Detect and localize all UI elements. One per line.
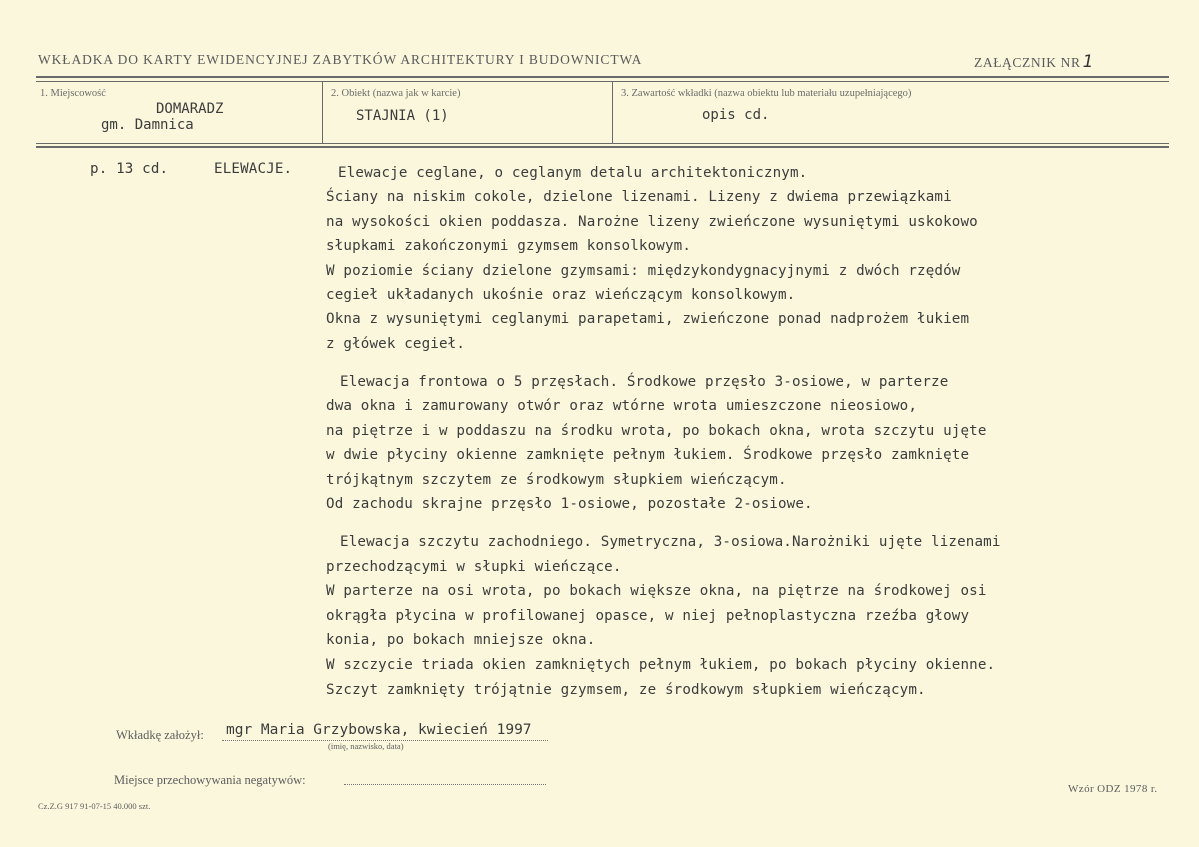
negatives-label: Miejsce przechowywania negatywów: [114, 773, 306, 787]
author-value: mgr Maria Grzybowska, kwiecień 1997 [226, 722, 532, 738]
annex-label [974, 52, 1094, 72]
paragraph-line: z główek cegieł. [326, 335, 466, 352]
paragraph-line: konia, po bokach mniejsze okna. [326, 632, 596, 649]
annex-label-text: ZAŁĄCZNIK NR [974, 55, 1081, 70]
paragraph-line: okrągła płycina w profilowanej opasce, w niej pełnoplastyczna rzeźba głowy [326, 607, 970, 624]
paragraph-line: dwa okna i zamurowany otwór oraz wtórne wrota umieszczone nieosiowo, [326, 398, 918, 415]
paragraph-line: Szczyt zamknięty trójątnie gzymsem, ze środkowym słupkiem wieńczącym. [326, 681, 926, 698]
page-reference: p. 13 cd. [90, 161, 169, 177]
paragraph-line: cegieł układanych ukośnie oraz wieńczącym konsolkowym. [326, 287, 796, 304]
form-code: Wzór ODZ 1978 r. [1068, 783, 1158, 795]
paragraph-line: Ściany na niskim cokole, dzielone lizenami. Lizeny z dwiema przewiązkami [326, 189, 952, 206]
location-name: DOMARADZ [156, 101, 224, 117]
header-rule-thick [36, 76, 1169, 78]
paragraph-line: W parterze na osi wrota, po bokach większe okna, na piętrze na środkowej osi [326, 583, 987, 600]
print-code: Cz.Z.G 917 91-07-15 40.000 szt. [38, 801, 151, 811]
field-divider-2 [612, 82, 613, 144]
paragraph-3 [326, 530, 1001, 702]
paragraph-line: Od zachodu skrajne przęsło 1-osiowe, pozostałe 2-osiowe. [326, 496, 813, 513]
content-label: 3. Zawartość wkładki (nazwa obiektu lub materiału uzupełniającego) [621, 88, 912, 99]
paragraph-line: na piętrze i w poddaszu na środku wrota, po bokach okna, wrota szczytu ujęte [326, 422, 987, 439]
paragraph-line: na wysokości okien poddasza. Narożne lizeny zwieńczone wysuniętymi uskokowo [326, 213, 978, 230]
paragraph-line: Elewacja frontowa o 5 przęsłach. Środkowe przęsło 3-osiowe, w parterze [340, 374, 949, 390]
paragraph-line: słupkami zakończonymi gzymsem konsolkowym. [326, 238, 692, 255]
author-label: Wkładkę założył: [116, 728, 204, 742]
paragraph-line: Okna z wysuniętymi ceglanymi parapetami, zwieńczone ponad nadprożem łukiem [326, 311, 970, 328]
annex-number: 1 [1082, 52, 1094, 72]
location-label: 1. Miejscowość [40, 88, 106, 99]
paragraph-line: W poziomie ściany dzielone gzymsami: międzykondygnacyjnymi z dwóch rzędów [326, 262, 961, 279]
header-rule-thin [36, 81, 1169, 82]
field-divider-1 [322, 82, 323, 144]
section-title: ELEWACJE. [214, 161, 293, 177]
object-label: 2. Obiekt (nazwa jak w karcie) [331, 88, 461, 99]
paragraph-2 [326, 370, 987, 516]
content-value: opis cd. [702, 107, 770, 123]
paragraph-line: Elewacje ceglane, o ceglanym detalu architektonicznym. [338, 165, 808, 181]
form-title: WKŁADKA DO KARTY EWIDENCYJNEJ ZABYTKÓW ARCHITEKTURY I BUDOWNICTWA [38, 52, 643, 67]
paragraph-line: W szczycie triada okien zamkniętych pełnym łukiem, po bokach płyciny okienne. [326, 656, 996, 673]
paragraph-line: przechodzącymi w słupki wieńczące. [326, 558, 622, 575]
negatives-dotted-line [344, 784, 546, 785]
fields-rule-thin [36, 143, 1169, 144]
paragraph-line: trójkątnym szczytem ze środkowym słupkiem wieńczącym. [326, 471, 787, 488]
object-value: STAJNIA (1) [356, 108, 449, 124]
paragraph-line: Elewacja szczytu zachodniego. Symetryczna, 3-osiowa.Narożniki ujęte lizenami [340, 534, 1001, 550]
location-commune: gm. Damnica [101, 117, 194, 133]
author-hint: (imię, nazwisko, data) [328, 741, 404, 751]
fields-rule-thick [36, 146, 1169, 148]
paragraph-line: w dwie płyciny okienne zamknięte pełnym łukiem. Środkowe przęsło zamknięte [326, 447, 970, 464]
paragraph-1 [326, 161, 978, 356]
